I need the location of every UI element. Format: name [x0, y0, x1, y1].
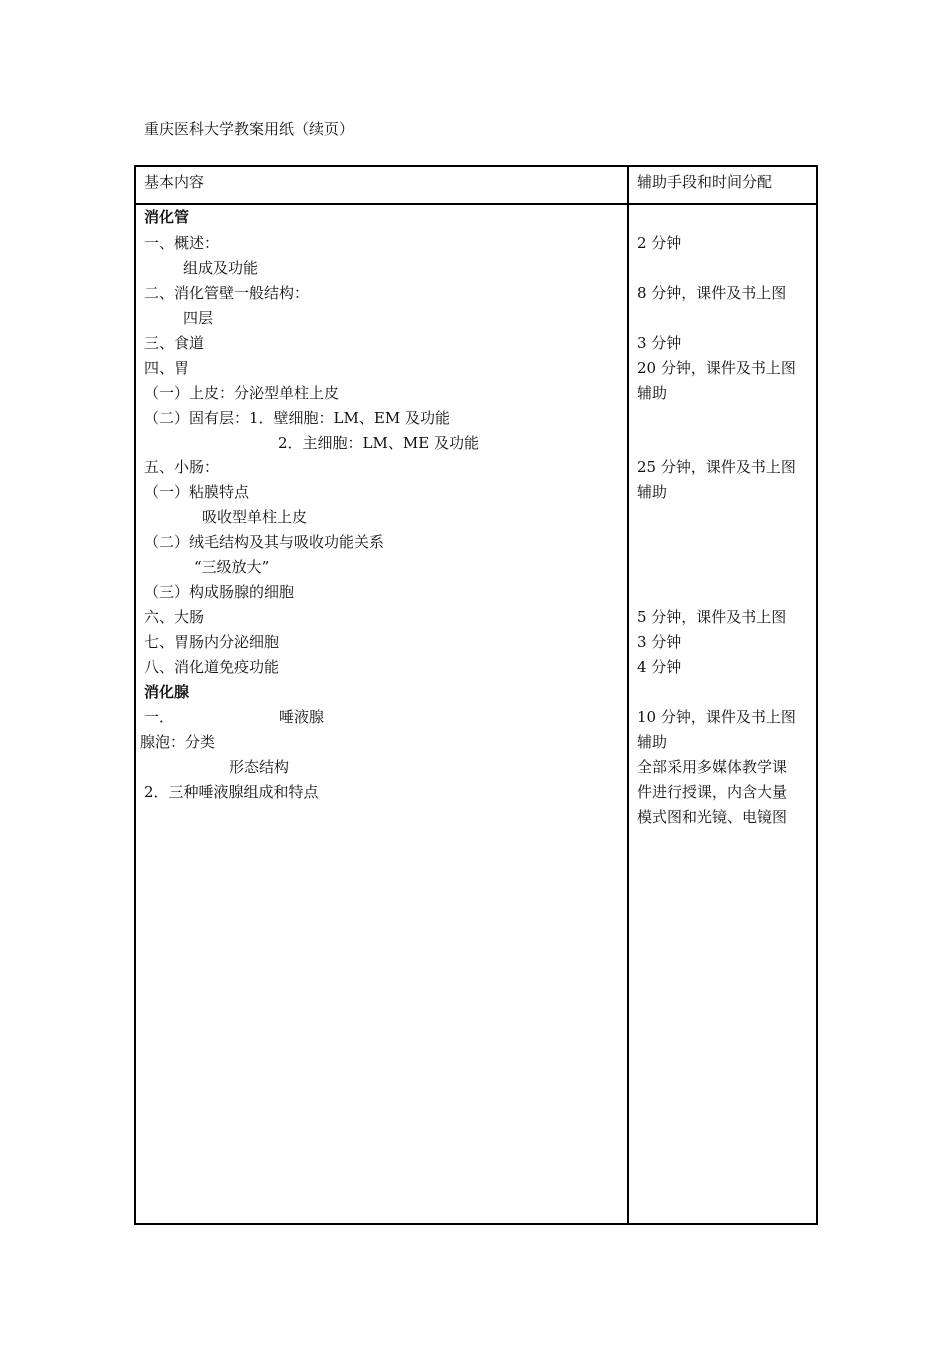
content-line: 三、食道 [144, 334, 205, 352]
content-line: 一． [144, 708, 175, 726]
content-line: 二、消化管壁一般结构： [144, 284, 310, 302]
aid-line: 辅助 [637, 384, 668, 402]
aid-line: 5 分钟，课件及书上图 [637, 608, 787, 626]
section-heading: 消化腺 [144, 683, 190, 701]
content-line: （二）绒毛结构及其与吸收功能关系 [144, 533, 385, 551]
aid-line: 全部采用多媒体教学课 [637, 758, 788, 776]
aid-line: 10 分钟，课件及书上图 [637, 708, 796, 726]
content-line: 五、小肠： [144, 458, 220, 476]
aid-line: 2 分钟 [637, 234, 682, 252]
content-line: 四、胃 [144, 359, 190, 377]
content-line: 形态结构 [229, 758, 290, 776]
aid-line: 件进行授课，内含大量 [637, 783, 788, 801]
aid-line: 20 分钟，课件及书上图 [637, 359, 796, 377]
content-line: （一）上皮：分泌型单柱上皮 [144, 384, 340, 402]
aid-line: 8 分钟，课件及书上图 [637, 284, 787, 302]
content-line: 2．三种唾液腺组成和特点 [144, 783, 319, 801]
content-line: （一）粘膜特点 [144, 483, 250, 501]
header-divider [136, 203, 816, 205]
aid-line: 3 分钟 [637, 633, 682, 651]
content-line: 组成及功能 [183, 259, 259, 277]
aid-line: 模式图和光镜、电镜图 [637, 808, 788, 826]
aid-line: 3 分钟 [637, 334, 682, 352]
column-divider [627, 167, 629, 1223]
content-line: 六、大肠 [144, 608, 205, 626]
content-line: 四层 [183, 309, 214, 327]
aid-line: 辅助 [637, 733, 668, 751]
content-line: 七、胃肠内分泌细胞 [144, 633, 280, 651]
content-line: 八、消化道免疫功能 [144, 658, 280, 676]
aid-line: 25 分钟，课件及书上图 [637, 458, 796, 476]
content-line: 一、概述： [144, 234, 220, 252]
section-heading: 消化管 [144, 208, 190, 226]
content-line: 吸收型单柱上皮 [202, 508, 308, 526]
content-line: （三）构成肠腺的细胞 [144, 583, 295, 601]
aid-line: 辅助 [637, 483, 668, 501]
document-title: 重庆医科大学教案用纸（续页） [144, 120, 355, 138]
aid-line: 4 分钟 [637, 658, 682, 676]
header-content: 基本内容 [144, 173, 205, 191]
content-line: 唾液腺 [279, 708, 325, 726]
content-line: “三级放大” [194, 558, 270, 576]
lesson-plan-table [134, 165, 818, 1225]
content-line: 2．主细胞：LM、ME 及功能 [278, 434, 479, 452]
header-aids: 辅助手段和时间分配 [637, 173, 773, 191]
content-line: 腺泡：分类 [140, 733, 216, 751]
content-line: （二）固有层：1．壁细胞：LM、EM 及功能 [144, 409, 450, 427]
